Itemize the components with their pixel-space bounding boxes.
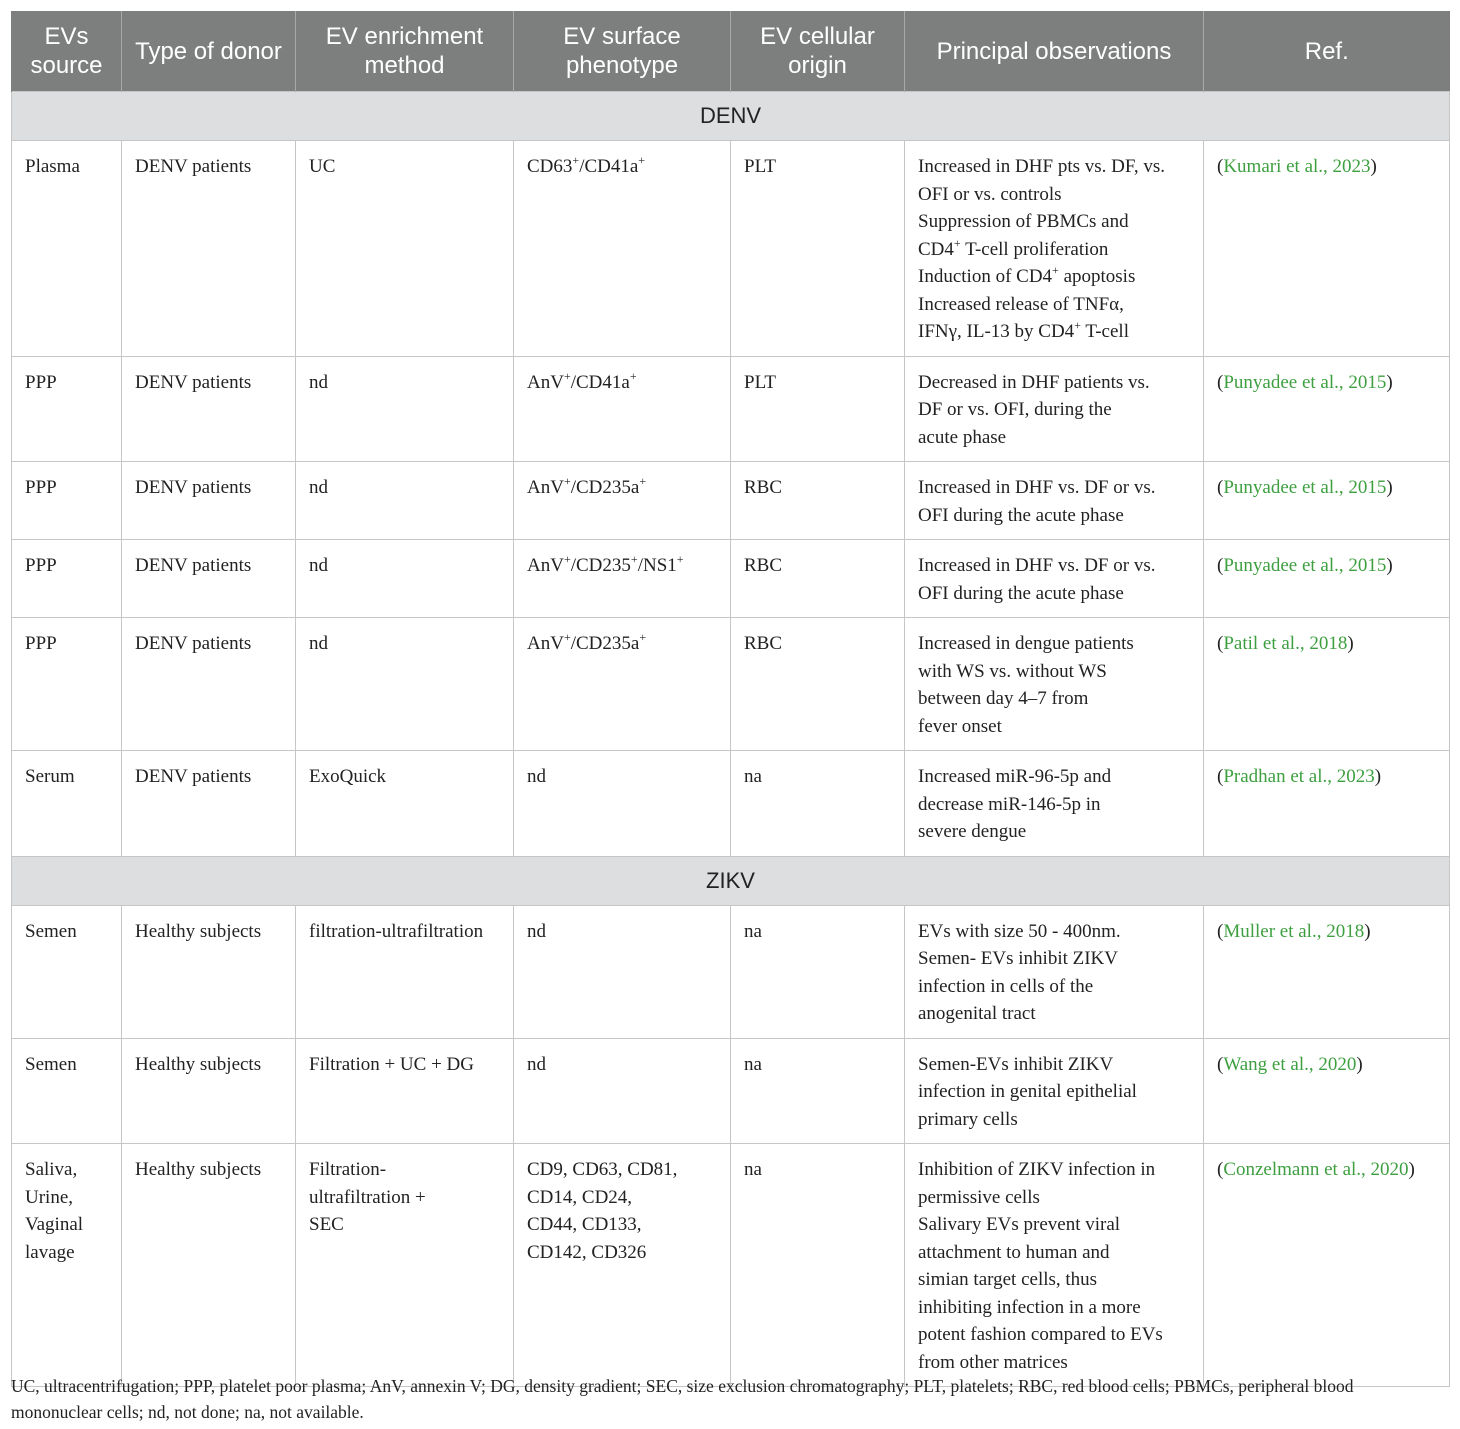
cell-ref: (Punyadee et al., 2015) — [1204, 356, 1450, 462]
cell-donor: Healthy subjects — [122, 1038, 296, 1144]
observation-line: primary cells — [918, 1108, 1018, 1130]
observation-line: Salivary EVs prevent viral — [918, 1214, 1121, 1235]
cell-observations — [905, 1144, 1204, 1387]
observation-line: acute phase — [918, 426, 1007, 448]
observation-line: between day 4–7 from — [918, 688, 1089, 709]
observation-line: Induction of CD4+ apoptosis — [918, 263, 1136, 287]
cell-phenotype: AnV+/CD235a+ — [514, 462, 731, 540]
cell-donor: DENV patients — [122, 618, 296, 751]
cell-method: ExoQuick — [296, 751, 514, 857]
cell-phenotype: AnV+/CD41a+ — [514, 356, 731, 462]
cell-origin: na — [731, 905, 905, 1038]
observation-line: simian target cells, thus — [918, 1269, 1098, 1290]
header-donor-type: Type of donor — [122, 11, 296, 92]
observation-line: DF or vs. OFI, during the — [918, 399, 1112, 420]
cell-origin: na — [731, 1038, 905, 1144]
ev-table — [11, 11, 1450, 1387]
ref-link[interactable]: Punyadee et al., 2015 — [1223, 371, 1387, 393]
observation-line: attachment to human and — [918, 1241, 1110, 1263]
header-observations: Principal observations — [905, 11, 1204, 92]
observation-line: Semen- EVs inhibit ZIKV — [918, 948, 1119, 969]
cell-origin: RBC — [731, 540, 905, 618]
cell-origin: RBC — [731, 462, 905, 540]
observation-line: potent fashion compared to EVs — [918, 1324, 1163, 1345]
method-line: ultrafiltration + — [309, 1186, 426, 1208]
header-row — [12, 11, 1450, 92]
cell-method: Filtration + UC + DG — [296, 1038, 514, 1144]
cell-method: nd — [296, 618, 514, 751]
cell-ref: (Muller et al., 2018) — [1204, 905, 1450, 1038]
observation-line: Semen-EVs inhibit ZIKV — [918, 1053, 1114, 1075]
cell-method — [296, 1144, 514, 1387]
source-line: lavage — [25, 1241, 75, 1263]
header-surface-phenotype: EV surface phenotype — [514, 11, 731, 92]
observation-line: OFI during the acute phase — [918, 582, 1124, 604]
header-cellular-origin: EV cellular origin — [731, 11, 905, 92]
ref-link[interactable]: Wang et al., 2020 — [1223, 1053, 1357, 1075]
observation-line: anogenital tract — [918, 1003, 1036, 1024]
cell-observations — [905, 618, 1204, 751]
cell-source — [12, 1144, 122, 1387]
source-line: Urine, — [25, 1186, 74, 1208]
observation-line: Increased in DHF pts vs. DF, vs. — [918, 156, 1166, 177]
observation-line: Suppression of PBMCs and — [918, 211, 1129, 232]
cell-method: filtration-ultrafiltration — [296, 905, 514, 1038]
observation-line: fever onset — [918, 715, 1002, 737]
cell-origin: na — [731, 751, 905, 857]
cell-observations — [905, 356, 1204, 462]
cell-ref: (Patil et al., 2018) — [1204, 618, 1450, 751]
ref-link[interactable]: Kumari et al., 2023 — [1223, 156, 1371, 177]
cell-origin: RBC — [731, 618, 905, 751]
cell-method: nd — [296, 356, 514, 462]
cell-phenotype: CD63+/CD41a+ — [514, 141, 731, 357]
observation-line: severe dengue — [918, 821, 1027, 842]
section-row-zikv — [12, 856, 1450, 905]
observation-line: Increased in DHF vs. DF or vs. — [918, 477, 1156, 498]
cell-source: Serum — [12, 751, 122, 857]
cell-source: Semen — [12, 1038, 122, 1144]
method-line: SEC — [309, 1214, 344, 1235]
table-row — [12, 540, 1450, 618]
ref-link[interactable]: Muller et al., 2018 — [1223, 920, 1365, 942]
table-row — [12, 462, 1450, 540]
cell-phenotype: nd — [514, 1038, 731, 1144]
observation-line: infection in genital epithelial — [918, 1081, 1137, 1102]
cell-observations — [905, 141, 1204, 357]
source-line: Vaginal — [25, 1214, 84, 1235]
cell-donor: DENV patients — [122, 462, 296, 540]
table-row — [12, 1144, 1450, 1387]
cell-ref: (Kumari et al., 2023) — [1204, 141, 1450, 357]
cell-origin: PLT — [731, 141, 905, 357]
cell-method: nd — [296, 462, 514, 540]
cell-phenotype: nd — [514, 905, 731, 1038]
phenotype-line: CD44, CD133, — [527, 1214, 642, 1235]
cell-donor: DENV patients — [122, 141, 296, 357]
cell-observations — [905, 751, 1204, 857]
cell-origin: PLT — [731, 356, 905, 462]
phenotype-line: CD14, CD24, — [527, 1186, 633, 1208]
observation-line: OFI or vs. controls — [918, 183, 1062, 205]
section-label-zikv: ZIKV — [12, 856, 1450, 905]
table-row — [12, 356, 1450, 462]
table-footnote: UC, ultracentrifugation; PPP, platelet poor plasma; AnV, annexin V; DG, density gradient; SEC, size exclusion chromatography; PLT, platelets; RBC, red blood cells; PBMCs, peripheral blood mononuclear cells; nd, not done; na, not available. — [11, 1376, 1354, 1422]
ref-link[interactable]: Punyadee et al., 2015 — [1223, 477, 1387, 498]
phenotype-line: CD9, CD63, CD81, — [527, 1159, 678, 1180]
cell-phenotype: AnV+/CD235+/NS1+ — [514, 540, 731, 618]
observation-line: from other matrices — [918, 1351, 1068, 1373]
cell-method: nd — [296, 540, 514, 618]
method-line: Filtration- — [309, 1159, 387, 1180]
cell-source: PPP — [12, 540, 122, 618]
observation-line: Increased release of TNFα, — [918, 293, 1124, 315]
table-row — [12, 751, 1450, 857]
ref-link[interactable]: Punyadee et al., 2015 — [1223, 555, 1387, 576]
cell-phenotype — [514, 1144, 731, 1387]
cell-ref: (Punyadee et al., 2015) — [1204, 540, 1450, 618]
cell-source: Semen — [12, 905, 122, 1038]
header-enrichment-method: EV enrichment method — [296, 11, 514, 92]
cell-ref: (Wang et al., 2020) — [1204, 1038, 1450, 1144]
cell-ref: (Conzelmann et al., 2020) — [1204, 1144, 1450, 1387]
cell-source: PPP — [12, 462, 122, 540]
observation-line: IFNγ, IL-13 by CD4+ T-cell — [918, 318, 1129, 342]
cell-phenotype: AnV+/CD235a+ — [514, 618, 731, 751]
phenotype-line: CD142, CD326 — [527, 1241, 647, 1263]
cell-source: PPP — [12, 618, 122, 751]
table-row — [12, 141, 1450, 357]
cell-observations — [905, 462, 1204, 540]
ref-link[interactable]: Conzelmann et al., 2020 — [1223, 1159, 1409, 1180]
observation-line: inhibiting infection in a more — [918, 1296, 1141, 1318]
observation-line: Increased in dengue patients — [918, 633, 1134, 654]
cell-origin: na — [731, 1144, 905, 1387]
cell-donor: DENV patients — [122, 751, 296, 857]
cell-source: PPP — [12, 356, 122, 462]
observation-line: OFI during the acute phase — [918, 504, 1124, 526]
observation-line: Decreased in DHF patients vs. — [918, 371, 1150, 393]
source-line: Saliva, — [25, 1159, 78, 1180]
cell-ref: (Punyadee et al., 2015) — [1204, 462, 1450, 540]
observation-line: CD4+ T-cell proliferation — [918, 235, 1109, 260]
table-row — [12, 618, 1450, 751]
observation-line: Increased in DHF vs. DF or vs. — [918, 555, 1156, 576]
observation-line: Inhibition of ZIKV infection in — [918, 1159, 1156, 1180]
observation-line: EVs with size 50 - 400nm. — [918, 920, 1121, 942]
header-evs-source: EVs source — [12, 11, 122, 92]
observation-line: with WS vs. without WS — [918, 660, 1107, 682]
observation-line: decrease miR-146-5p in — [918, 793, 1101, 815]
observation-line: Increased miR-96-5p and — [918, 766, 1112, 787]
table-row — [12, 905, 1450, 1038]
cell-observations — [905, 905, 1204, 1038]
ref-link[interactable]: Pradhan et al., 2023 — [1223, 766, 1375, 787]
cell-donor: DENV patients — [122, 540, 296, 618]
cell-observations — [905, 1038, 1204, 1144]
cell-source: Plasma — [12, 141, 122, 357]
cell-donor: Healthy subjects — [122, 905, 296, 1038]
cell-ref: (Pradhan et al., 2023) — [1204, 751, 1450, 857]
cell-donor: Healthy subjects — [122, 1144, 296, 1387]
cell-donor: DENV patients — [122, 356, 296, 462]
header-ref: Ref. — [1204, 11, 1450, 92]
table-row — [12, 1038, 1450, 1144]
cell-observations — [905, 540, 1204, 618]
observation-line: permissive cells — [918, 1186, 1040, 1208]
section-label-denv: DENV — [12, 92, 1450, 141]
observation-line: infection in cells of the — [918, 975, 1094, 997]
cell-phenotype: nd — [514, 751, 731, 857]
cell-method: UC — [296, 141, 514, 357]
ref-link[interactable]: Patil et al., 2018 — [1223, 633, 1348, 654]
section-row-denv — [12, 92, 1450, 141]
